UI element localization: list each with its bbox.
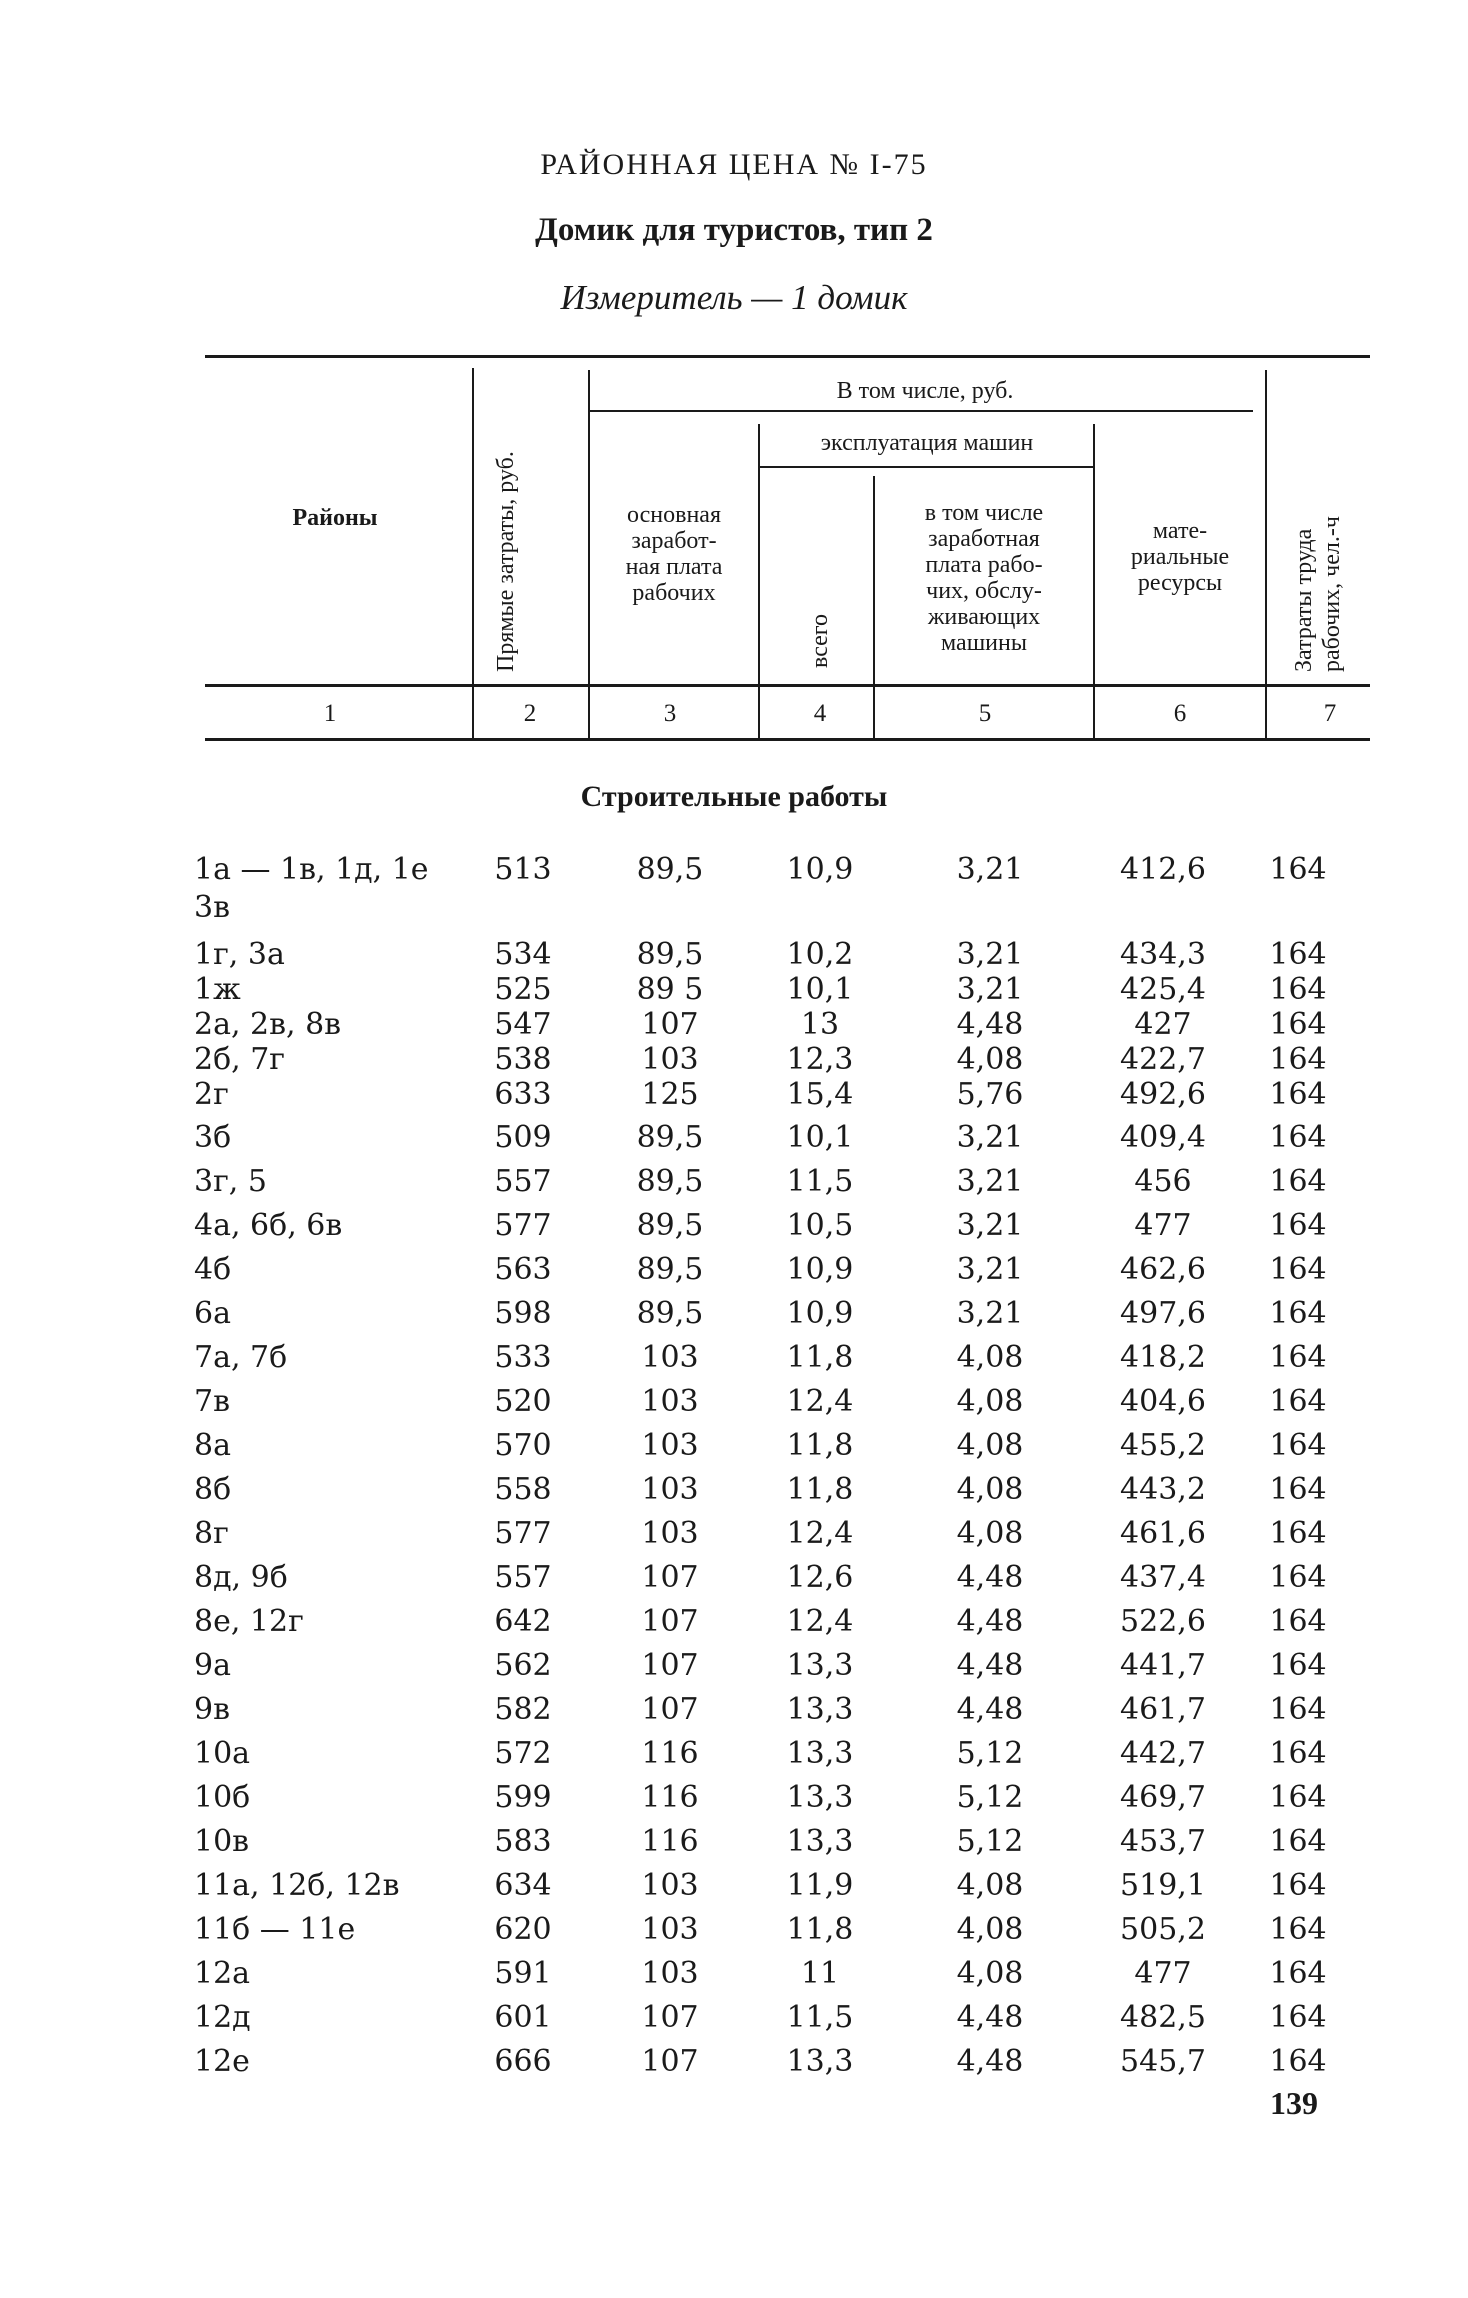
cell-labor-costs: 164 (1269, 1692, 1327, 1727)
cell-machine-wages: 3,21 (956, 1296, 1024, 1331)
cell-direct-costs: 620 (494, 1912, 552, 1947)
cell-materials: 519,1 (1120, 1868, 1206, 1903)
cell-labor-costs: 164 (1269, 1648, 1327, 1683)
cell-base-wages: 89,5 (636, 937, 704, 972)
cell-machine-total: 11,5 (786, 1164, 854, 1199)
table-row (0, 1734, 1468, 1774)
cell-machine-wages: 4,08 (956, 1516, 1024, 1551)
column-number: 1 (323, 700, 337, 727)
cell-machine-wages: 4,08 (956, 1472, 1024, 1507)
table-row (0, 1338, 1468, 1378)
table-row (0, 1382, 1468, 1422)
cell-materials: 456 (1134, 1164, 1192, 1199)
row-region: 6а (194, 1296, 231, 1331)
table-row (0, 1040, 1468, 1080)
table-row (0, 1558, 1468, 1598)
cell-base-wages: 116 (641, 1824, 699, 1859)
cell-direct-costs: 634 (494, 1868, 552, 1903)
cell-machine-wages: 3,21 (956, 1252, 1024, 1287)
column-number: 6 (1173, 700, 1187, 727)
cell-labor-costs: 164 (1269, 1956, 1327, 1991)
cell-labor-costs: 164 (1269, 1340, 1327, 1375)
table-row (0, 1005, 1468, 1045)
column-number: 4 (813, 700, 827, 727)
table-row (0, 2042, 1468, 2082)
cell-machine-total: 11,8 (786, 1472, 854, 1507)
header-machine-ops: эксплуатация машин (820, 430, 1034, 456)
cell-base-wages: 107 (641, 1604, 699, 1639)
cell-machine-total: 13,3 (786, 1824, 854, 1859)
table-row (0, 1910, 1468, 1950)
table-row (0, 1162, 1468, 1202)
cell-machine-wages: 4,48 (956, 2044, 1024, 2079)
cell-machine-total: 11,5 (786, 2000, 854, 2035)
cell-base-wages: 103 (641, 1912, 699, 1947)
cell-base-wages: 103 (641, 1042, 699, 1077)
header-machine-wages-line: в том числе (924, 500, 1044, 526)
cell-materials: 437,4 (1120, 1560, 1206, 1595)
cell-materials: 441,7 (1120, 1648, 1206, 1683)
cell-base-wages: 89,5 (636, 1164, 704, 1199)
cell-direct-costs: 591 (494, 1956, 552, 1991)
cell-direct-costs: 577 (494, 1208, 552, 1243)
header-labor-line: рабочих, чел.-ч (1319, 516, 1345, 672)
cell-machine-total: 12,4 (786, 1604, 854, 1639)
cell-machine-wages: 3,21 (956, 1208, 1024, 1243)
header-machine-wages-line: плата рабо- (925, 552, 1043, 578)
cell-materials: 427 (1134, 1007, 1192, 1042)
cell-materials: 482,5 (1120, 2000, 1206, 2035)
cell-machine-wages: 5,76 (956, 1077, 1024, 1112)
cell-machine-total: 10,9 (786, 852, 854, 887)
cell-materials: 492,6 (1120, 1077, 1206, 1112)
row-region: 9в (194, 1692, 230, 1727)
cell-direct-costs: 520 (494, 1384, 552, 1419)
row-region: 9а (194, 1648, 231, 1683)
cell-machine-wages: 3,21 (956, 1164, 1024, 1199)
cell-machine-wages: 3,21 (956, 972, 1024, 1007)
cell-materials: 453,7 (1120, 1824, 1206, 1859)
cell-labor-costs: 164 (1269, 2044, 1327, 2079)
cell-materials: 422,7 (1120, 1042, 1206, 1077)
cell-base-wages: 103 (641, 1516, 699, 1551)
cell-labor-costs: 164 (1269, 1428, 1327, 1463)
cell-machine-wages: 4,48 (956, 1007, 1024, 1042)
cell-materials: 477 (1134, 1956, 1192, 1991)
cell-materials: 469,7 (1120, 1780, 1206, 1815)
cell-machine-wages: 4,08 (956, 1868, 1024, 1903)
cell-base-wages: 89,5 (636, 852, 704, 887)
cell-base-wages: 107 (641, 1648, 699, 1683)
table-row (0, 1118, 1468, 1158)
cell-labor-costs: 164 (1269, 1780, 1327, 1815)
row-region: 11б — 11е (194, 1912, 356, 1947)
cell-machine-total: 11,8 (786, 1428, 854, 1463)
cell-direct-costs: 547 (494, 1007, 552, 1042)
cell-machine-total: 10,1 (786, 972, 854, 1007)
cell-direct-costs: 513 (494, 852, 552, 887)
cell-machine-total: 12,3 (786, 1042, 854, 1077)
cell-base-wages: 89,5 (636, 1296, 704, 1331)
table-row (0, 1514, 1468, 1554)
header-materials-line: ресурсы (1137, 570, 1223, 596)
cell-base-wages: 89,5 (636, 1252, 704, 1287)
table-row (0, 1778, 1468, 1818)
row-region: 8г (194, 1516, 229, 1551)
cell-labor-costs: 164 (1269, 1120, 1327, 1155)
row-region: 8б (194, 1472, 232, 1507)
row-region: 3г, 5 (194, 1164, 267, 1199)
row-region: 10б (194, 1780, 251, 1815)
cell-machine-wages: 5,12 (956, 1780, 1024, 1815)
price-title: РАЙОННАЯ ЦЕНА № I-75 (540, 148, 928, 181)
cell-materials: 505,2 (1120, 1912, 1206, 1947)
cell-labor-costs: 164 (1269, 1007, 1327, 1042)
row-region: 2а, 2в, 8в (194, 1007, 342, 1042)
table-row (0, 1075, 1468, 1115)
cell-materials: 522,6 (1120, 1604, 1206, 1639)
row-region-continuation: 3в (194, 890, 230, 925)
cell-machine-total: 10,9 (786, 1252, 854, 1287)
cell-labor-costs: 164 (1269, 2000, 1327, 2035)
header-direct-costs: Прямые затраты, руб. (493, 451, 519, 672)
cell-direct-costs: 583 (494, 1824, 552, 1859)
cell-machine-total: 13,3 (786, 1648, 854, 1683)
cell-labor-costs: 164 (1269, 1604, 1327, 1639)
table-row (0, 970, 1468, 1010)
cell-materials: 462,6 (1120, 1252, 1206, 1287)
cell-machine-wages: 4,08 (956, 1384, 1024, 1419)
cell-machine-wages: 5,12 (956, 1824, 1024, 1859)
cell-direct-costs: 538 (494, 1042, 552, 1077)
cell-labor-costs: 164 (1269, 1736, 1327, 1771)
cell-materials: 477 (1134, 1208, 1192, 1243)
cell-base-wages: 89,5 (636, 1120, 704, 1155)
header-machine-wages-line: чих, обслу- (926, 578, 1042, 604)
cell-base-wages: 89 5 (636, 972, 704, 1007)
cell-machine-wages: 4,08 (956, 1912, 1024, 1947)
cell-machine-wages: 4,08 (956, 1042, 1024, 1077)
cell-direct-costs: 601 (494, 2000, 552, 2035)
cell-machine-total: 11,9 (786, 1868, 854, 1903)
table-row (0, 1206, 1468, 1246)
cell-machine-total: 10,1 (786, 1120, 854, 1155)
header-machine-wages-line: машины (941, 630, 1027, 656)
header-machine-wages-line: живающих (927, 604, 1041, 630)
cell-materials: 425,4 (1120, 972, 1206, 1007)
row-region: 3б (194, 1120, 232, 1155)
unit-of-measure: Измеритель — 1 домик (560, 278, 908, 317)
table-row (0, 1250, 1468, 1290)
cell-materials: 497,6 (1120, 1296, 1206, 1331)
cell-machine-total: 10,5 (786, 1208, 854, 1243)
cell-machine-total: 11,8 (786, 1340, 854, 1375)
cell-materials: 545,7 (1120, 2044, 1206, 2079)
cell-machine-total: 15,4 (786, 1077, 854, 1112)
cell-direct-costs: 572 (494, 1736, 552, 1771)
cell-direct-costs: 582 (494, 1692, 552, 1727)
cell-base-wages: 89,5 (636, 1208, 704, 1243)
cell-materials: 455,2 (1120, 1428, 1206, 1463)
header-materials-line: мате- (1152, 518, 1208, 544)
cell-base-wages: 116 (641, 1780, 699, 1815)
table-row (0, 935, 1468, 975)
row-region: 12д (194, 2000, 251, 2035)
cell-labor-costs: 164 (1269, 1384, 1327, 1419)
cell-materials: 434,3 (1120, 937, 1206, 972)
cell-labor-costs: 164 (1269, 972, 1327, 1007)
row-region: 8е, 12г (194, 1604, 304, 1639)
cell-materials: 418,2 (1120, 1340, 1206, 1375)
cell-materials: 409,4 (1120, 1120, 1206, 1155)
cell-labor-costs: 164 (1269, 1824, 1327, 1859)
row-region: 4б (194, 1252, 232, 1287)
cell-base-wages: 107 (641, 2000, 699, 2035)
table-row (0, 1294, 1468, 1334)
cell-materials: 461,7 (1120, 1692, 1206, 1727)
cell-machine-total: 13,3 (786, 2044, 854, 2079)
row-region: 1г, 3а (194, 937, 285, 972)
cell-direct-costs: 577 (494, 1516, 552, 1551)
cell-materials: 443,2 (1120, 1472, 1206, 1507)
header-machine-total: всего (807, 613, 833, 668)
cell-base-wages: 107 (641, 1560, 699, 1595)
cell-materials: 404,6 (1120, 1384, 1206, 1419)
cell-machine-wages: 4,08 (956, 1956, 1024, 1991)
header-base-wages-line: рабочих (632, 580, 716, 606)
cell-direct-costs: 562 (494, 1648, 552, 1683)
column-number: 2 (523, 700, 537, 727)
table-row (0, 850, 1468, 890)
cell-machine-wages: 5,12 (956, 1736, 1024, 1771)
row-region: 4а, 6б, 6в (194, 1208, 343, 1243)
header-including: В том числе, руб. (836, 378, 1014, 404)
cell-base-wages: 125 (641, 1077, 699, 1112)
cell-machine-total: 11 (800, 1956, 840, 1991)
table-row (0, 1602, 1468, 1642)
row-region: 12е (194, 2044, 250, 2079)
cell-base-wages: 103 (641, 1868, 699, 1903)
cell-machine-total: 12,6 (786, 1560, 854, 1595)
table-row (0, 1690, 1468, 1730)
cell-labor-costs: 164 (1269, 1560, 1327, 1595)
cell-direct-costs: 509 (494, 1120, 552, 1155)
header-base-wages-line: основная (627, 502, 721, 528)
cell-machine-total: 13,3 (786, 1736, 854, 1771)
cell-labor-costs: 164 (1269, 1516, 1327, 1551)
row-region: 2б, 7г (194, 1042, 286, 1077)
cell-base-wages: 103 (641, 1956, 699, 1991)
cell-labor-costs: 164 (1269, 1472, 1327, 1507)
table-row (0, 1954, 1468, 1994)
cell-base-wages: 107 (641, 2044, 699, 2079)
header-labor-line: Затраты труда (1291, 528, 1317, 672)
row-region: 8а (194, 1428, 231, 1463)
cell-base-wages: 116 (641, 1736, 699, 1771)
cell-direct-costs: 558 (494, 1472, 552, 1507)
cell-labor-costs: 164 (1269, 1868, 1327, 1903)
row-region: 10а (194, 1736, 251, 1771)
table-row (0, 1426, 1468, 1466)
cell-base-wages: 103 (641, 1384, 699, 1419)
cell-machine-total: 12,4 (786, 1384, 854, 1419)
row-region: 1а — 1в, 1д, 1е (194, 852, 429, 887)
header-machine-wages-line: заработная (928, 526, 1040, 552)
cell-machine-wages: 3,21 (956, 937, 1024, 972)
cell-direct-costs: 666 (494, 2044, 552, 2079)
object-title: Домик для туристов, тип 2 (535, 212, 933, 248)
cell-machine-wages: 4,08 (956, 1428, 1024, 1463)
column-number: 5 (978, 700, 992, 727)
cell-machine-wages: 4,48 (956, 1560, 1024, 1595)
cell-base-wages: 103 (641, 1340, 699, 1375)
cell-machine-total: 13 (800, 1007, 840, 1042)
table-row (0, 1866, 1468, 1906)
cell-machine-total: 13,3 (786, 1692, 854, 1727)
table-row (0, 1998, 1468, 2038)
cell-machine-wages: 3,21 (956, 1120, 1024, 1155)
cell-direct-costs: 570 (494, 1428, 552, 1463)
cell-labor-costs: 164 (1269, 852, 1327, 887)
header-materials-line: риальные (1130, 544, 1230, 570)
cell-labor-costs: 164 (1269, 1164, 1327, 1199)
header-regions: Районы (292, 505, 378, 531)
cell-direct-costs: 599 (494, 1780, 552, 1815)
table-row (0, 1470, 1468, 1510)
cell-direct-costs: 557 (494, 1164, 552, 1199)
page-number: 139 (1270, 2085, 1318, 2121)
row-region: 2г (194, 1077, 229, 1112)
cell-direct-costs: 525 (494, 972, 552, 1007)
row-region: 12а (194, 1956, 251, 1991)
row-region: 1ж (194, 972, 241, 1007)
cell-machine-total: 12,4 (786, 1516, 854, 1551)
cell-direct-costs: 533 (494, 1340, 552, 1375)
row-region: 7в (194, 1384, 230, 1419)
cell-labor-costs: 164 (1269, 1077, 1327, 1112)
cell-direct-costs: 563 (494, 1252, 552, 1287)
row-region: 7а, 7б (194, 1340, 288, 1375)
table-row (0, 1646, 1468, 1686)
section-title: Строительные работы (580, 780, 888, 813)
cell-machine-wages: 4,48 (956, 1692, 1024, 1727)
cell-base-wages: 103 (641, 1428, 699, 1463)
cell-machine-total: 10,2 (786, 937, 854, 972)
cell-machine-total: 10,9 (786, 1296, 854, 1331)
cell-machine-wages: 4,48 (956, 1604, 1024, 1639)
cell-materials: 461,6 (1120, 1516, 1206, 1551)
cell-base-wages: 103 (641, 1472, 699, 1507)
cell-materials: 442,7 (1120, 1736, 1206, 1771)
cell-labor-costs: 164 (1269, 1208, 1327, 1243)
cell-base-wages: 107 (641, 1692, 699, 1727)
cell-direct-costs: 633 (494, 1077, 552, 1112)
cell-direct-costs: 557 (494, 1560, 552, 1595)
row-region: 8д, 9б (194, 1560, 288, 1595)
row-region: 11а, 12б, 12в (194, 1868, 400, 1903)
cell-machine-wages: 4,48 (956, 2000, 1024, 2035)
cell-direct-costs: 642 (494, 1604, 552, 1639)
cell-materials: 412,6 (1120, 852, 1206, 887)
cell-machine-wages: 4,48 (956, 1648, 1024, 1683)
column-number: 3 (663, 700, 677, 727)
cell-machine-total: 11,8 (786, 1912, 854, 1947)
cell-machine-wages: 3,21 (956, 852, 1024, 887)
cell-machine-wages: 4,08 (956, 1340, 1024, 1375)
cell-base-wages: 107 (641, 1007, 699, 1042)
cell-labor-costs: 164 (1269, 937, 1327, 972)
cell-labor-costs: 164 (1269, 1252, 1327, 1287)
column-number: 7 (1323, 700, 1337, 727)
header-base-wages-line: заработ- (631, 528, 717, 554)
cell-machine-total: 13,3 (786, 1780, 854, 1815)
table-row (0, 1822, 1468, 1862)
cell-direct-costs: 534 (494, 937, 552, 972)
cell-labor-costs: 164 (1269, 1296, 1327, 1331)
cell-labor-costs: 164 (1269, 1042, 1327, 1077)
cell-labor-costs: 164 (1269, 1912, 1327, 1947)
header-base-wages-line: ная плата (625, 554, 723, 580)
cell-direct-costs: 598 (494, 1296, 552, 1331)
row-region: 10в (194, 1824, 250, 1859)
